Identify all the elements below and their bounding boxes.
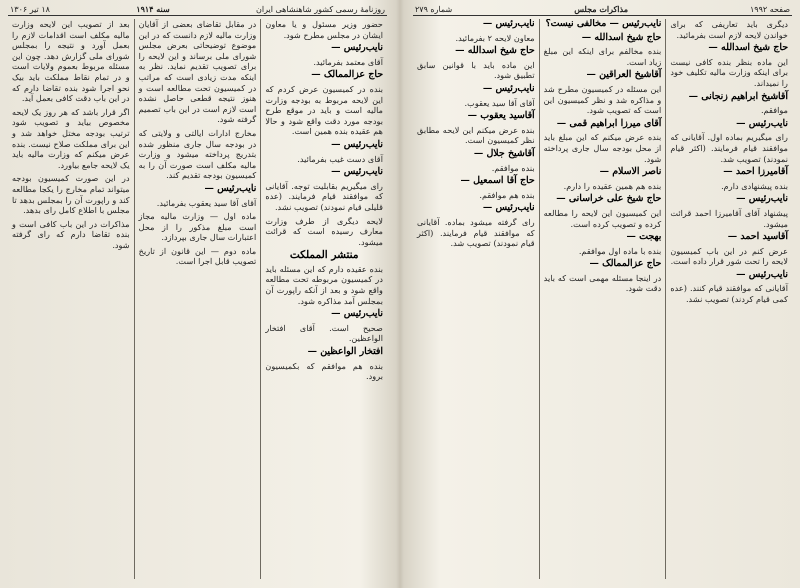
column <box>261 19 387 579</box>
paragraph: آقایانی که موافقند قیام کنند. (عده کمی قیام کردند) تصویب نشد. <box>670 283 788 305</box>
speaker-name: نایب‌رئیس — <box>331 166 383 178</box>
speaker-name: نایب‌رئیس — مخالفی نیست؟ <box>545 19 662 29</box>
speaker-name: آقاشیخ جلال — <box>473 147 535 159</box>
right-page-columns <box>413 19 792 579</box>
paragraph: معاون لایحه ۲ بفرمائید. <box>455 32 535 43</box>
column <box>8 19 135 579</box>
header-date: ۱۸ تیر ۱۳۰۶ <box>10 5 50 14</box>
paragraph: مخارج ادارات ایالتی و ولایتی که در بودجه سال جاری منظور شده بتدریج پرداخته میشود و وزارت مالیه مکلف است صورت آن را به کمیسیون بودجه تقدیم کند. <box>138 127 257 181</box>
speaker-name: آقاسید یعقوب — <box>467 110 535 122</box>
speaker-name: آقاشیخ ابراهیم زنجانی — <box>688 90 788 102</box>
paragraph: این کمیسیون این لایحه را مطالعه کرده و تصویب کرده است. <box>543 207 662 229</box>
paragraph: رای گرفته میشود بماده. آقایانی که موافقند قیام فرمایند. (اکثر قیام نمودند) تصویب شد. <box>416 216 535 249</box>
header-publication: روزنامهٔ رسمی کشور شاهنشاهی ایران <box>256 5 385 14</box>
paragraph: بعد از تصویب این لایحه وزارت مالیه مکلف است اقدامات لازم را بعمل آورد و نتیجه را بمجلس شورای ملی گزارش دهد. چون این مسئله مربوط بعموم ولایات است و در تمام نقاط مملکت باید بیک نحو اجرا شود بنده تقاضا دارم که در این باب دقت کافی بعمل آید. <box>11 19 130 104</box>
speaker-name: نایب‌رئیس — <box>482 82 535 94</box>
paragraph: در مقابل تقاضای بعضی از آقایان وزارت مالیه لازم دانست که در این موضوع توضیحاتی بعرض مجلس شورای ملی برساند و این لایحه را برای تصویب تقدیم نماید. نظر به اینکه مدت زیادی است که مراتب در کمیسیون تحت مطالعه است و هنوز نتیجه قطعی حاصل نشده است لازم است در این باب تصمیم گرفته شود. <box>138 19 257 125</box>
paragraph: این ماده باید با قوانین سابق تطبیق شود. <box>416 59 535 81</box>
paragraph: بنده پیشنهادی دارم. <box>721 180 788 191</box>
speaker-name: حاج عزالممالک — <box>589 258 662 270</box>
left-page-columns <box>8 19 387 579</box>
paragraph: بنده هم موافقم. <box>479 189 535 200</box>
speaker-name: نایب‌رئیس — <box>331 138 383 150</box>
speaker-name: حاج عزالممالک — <box>311 69 383 81</box>
column <box>540 19 667 579</box>
speaker-name: نایب‌رئیس — <box>331 42 383 54</box>
paragraph: صحیح است. آقای افتخار الواعظین. <box>265 322 383 344</box>
paragraph: بنده موافقم. <box>491 162 535 173</box>
header-page-number: صفحه ۱۹۹۲ <box>749 5 790 14</box>
speaker-name: نایب‌رئیس — <box>482 202 535 214</box>
paragraph: حضور وزیر مسئول و یا معاون ایشان در مجلس مطرح شود. <box>265 19 383 40</box>
paragraph: مذاکرات در این باب کافی است و بنده تقاضا دارم که رای گرفته شود. <box>11 218 130 250</box>
paragraph: ماده دوم — این قانون از تاریخ تصویب قابل اجرا است. <box>138 245 257 267</box>
speaker-name: حاج شیخ علی خراسانی — <box>556 193 662 205</box>
paragraph: دیگری باید تعاریفی که برای خواندن لایحه لازم است بفرمائید. <box>670 19 788 40</box>
speaker-name: ناصر الاسلام — <box>599 166 662 178</box>
column <box>666 19 792 579</box>
paragraph: موافقم. <box>761 105 788 116</box>
paragraph: آقای آقا سید یعقوب. <box>464 97 535 108</box>
speaker-name: نایب‌رئیس — <box>482 19 535 29</box>
paragraph: این مسئله در کمیسیون مطرح شد و مذاکره شد و نظر کمیسیون این است که تصویب شود. <box>543 83 662 116</box>
column <box>413 19 540 579</box>
speaker-name: حاج شیخ اسدالله — <box>581 31 662 43</box>
paragraph: آقای معتمد بفرمائید. <box>313 56 383 67</box>
paragraph: اگر قرار باشد که هر روز یک لایحه مخصوص بیاید و تصویب شود ترتیب بودجه مختل خواهد شد و این برای مملکت صلاح نیست. بنده عرض میکنم که وزارت مالیه باید یک لایحه جامع بیاورد. <box>11 106 130 170</box>
paragraph: بنده هم همین عقیده را دارم. <box>563 180 662 191</box>
paragraph: در اینجا مسئله مهمی است که باید دقت شود. <box>543 272 662 294</box>
paragraph: لایحه دیگری از طرف وزارت معارف رسیده است که قرائت میشود. <box>265 215 383 247</box>
speaker-name: آقای میرزا ابراهیم قمی — <box>556 117 662 129</box>
speaker-name: بهجت — <box>626 231 662 243</box>
section-heading: منتشر المملکت <box>289 249 359 262</box>
paragraph: بنده هم موافقم که بکمیسیون برود. <box>265 360 383 382</box>
header-section: مذاکرات مجلس <box>574 4 628 14</box>
speaker-name: نایب‌رئیس — <box>331 308 383 320</box>
paragraph: این ماده بنظر بنده کافی نیست برای اینکه وزارت مالیه تکلیف خود را نمیداند. <box>670 56 788 88</box>
paragraph: رای میگیریم بماده اول. آقایانی که موافقند قیام فرمایند. (اکثر قیام نمودند) تصویب شد. <box>670 132 788 164</box>
header-issue-number: شماره ۲۷۹ <box>415 5 453 14</box>
speaker-name: حاج شیخ اسدالله — <box>455 45 535 57</box>
paragraph: بنده عقیده دارم که این مسئله باید در کمیسیون مربوطه تحت مطالعه واقع شود و بعد از آنکه راپورت آن بمجلس آمد مذاکره شود. <box>265 263 383 306</box>
speaker-name: آقاسید احمد — <box>727 231 788 243</box>
paragraph: در این صورت کمیسیون بودجه میتواند تمام مخارج را یکجا مطالعه کند و راپورت آن را بمجلس بدهد تا مجلس با اطلاع کامل رای بدهد. <box>11 173 130 216</box>
right-page <box>403 0 800 588</box>
paragraph: بنده مخالفم برای اینکه این مبلغ زیاد است. <box>543 46 662 67</box>
paragraph: بنده با ماده اول موافقم. <box>578 245 662 256</box>
speaker-name: افتخار الواعظین — <box>307 346 383 358</box>
speaker-name: حاج شیخ اسدالله — <box>708 42 788 54</box>
paragraph: آقای دست غیب بفرمائید. <box>297 153 383 164</box>
speaker-name: نایب‌رئیس — <box>736 268 788 280</box>
paragraph: آقای آقا سید یعقوب بفرمائید. <box>156 197 257 208</box>
paragraph: پیشنهاد آقای آقامیرزا احمد قرائت میشود. <box>670 207 788 229</box>
speaker-name: نایب‌رئیس — <box>736 117 788 129</box>
speaker-name: حاج آقا اسمعیل — <box>460 175 535 187</box>
paragraph: بنده در کمیسیون عرض کردم که این لایحه مربوط به بودجه وزارت مالیه است و باید در موقع طرح بودجه مورد دقت واقع شود و حالا هم عقیده بنده همین است. <box>265 83 383 137</box>
paragraph: ماده اول — وزارت مالیه مجاز است مبلغ مذکور را از محل اعتبارات سال جاری بپردازد. <box>138 211 257 243</box>
left-page <box>0 0 397 588</box>
page-header <box>8 4 387 16</box>
paragraph: رای میگیریم بقابلیت توجه. آقایانی که موافقند قیام فرمایند. (عده قلیلی قیام نمودند) تصویب نشد. <box>265 180 383 212</box>
speaker-name: نایب‌رئیس — <box>204 182 257 194</box>
paragraph: عرض کنم در این باب کمیسیون لایحه را تحت شور قرار داده است. <box>670 245 788 267</box>
page-header <box>413 4 792 16</box>
column <box>135 19 262 579</box>
paragraph: بنده عرض میکنم این لایحه مطابق نظر کمیسیون است. <box>416 124 535 146</box>
speaker-name: آقاشیخ العراقین — <box>586 69 662 81</box>
header-year: سنه ۱۹۱۴ <box>136 4 170 14</box>
speaker-name: نایب‌رئیس — <box>736 193 788 205</box>
paragraph: بنده عرض میکنم که این مبلغ باید از محل بودجه سال جاری پرداخته شود. <box>543 132 662 164</box>
speaker-name: آقامیرزا احمد — <box>723 166 788 178</box>
